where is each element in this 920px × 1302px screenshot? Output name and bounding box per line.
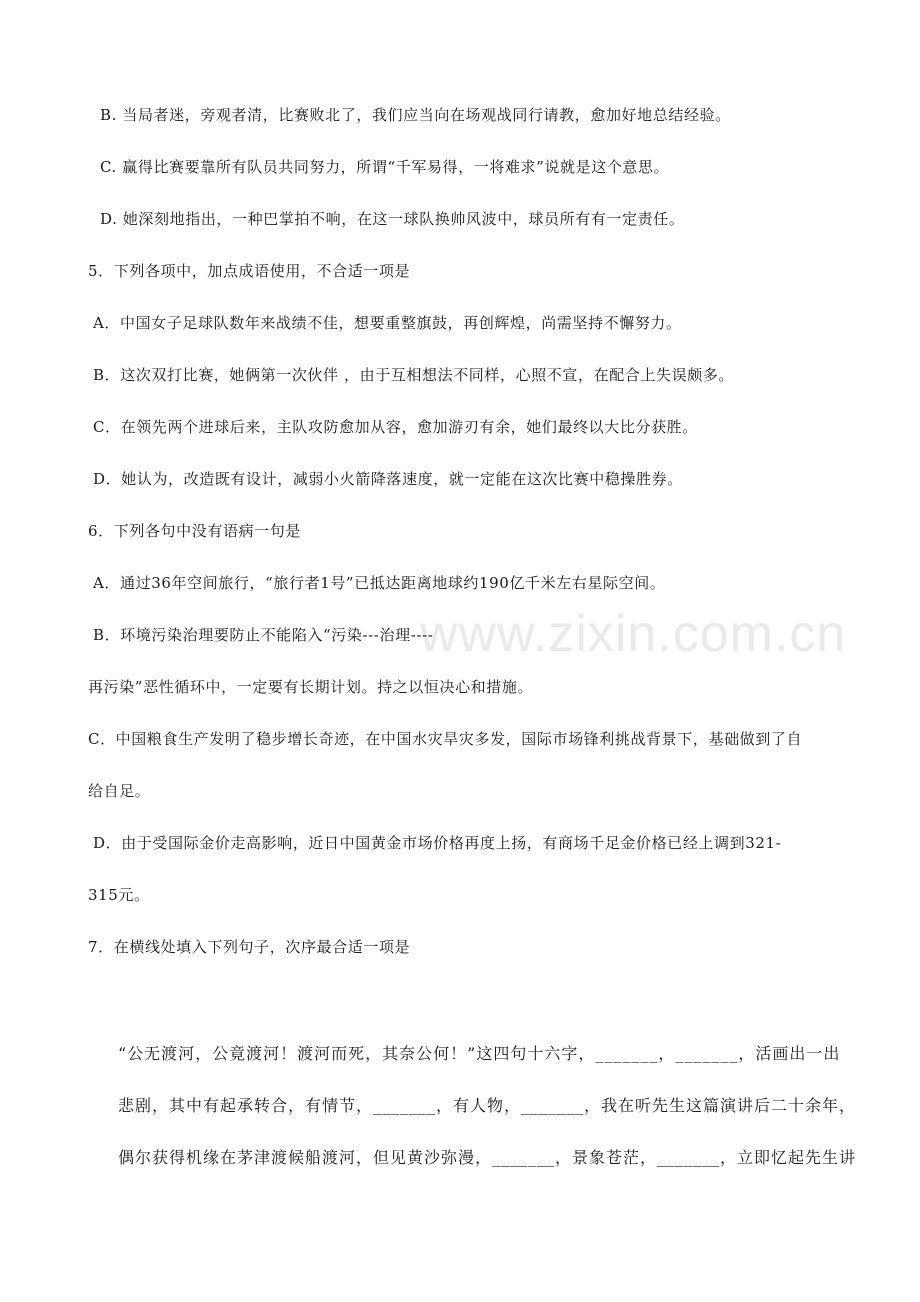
q5-option-b: B．这次双打比赛，她俩第一次伙伴 ，由于互相想法不同样，心照不宣，在配合上失误颇多。 [93, 366, 734, 384]
q6-option-c-line2: 给自足。 [88, 782, 151, 800]
q5-option-a: A．中国女子足球队数年来战绩不佳，想要重整旗鼓，再创辉煌，尚需坚持不懈努力。 [93, 314, 682, 332]
q5-title: 5．下列各项中，加点成语使用，不合适一项是 [88, 262, 411, 280]
q7-passage-line1: “公无渡河，公竟渡河！渡河而死，其奈公何！”这四句十六字，_______，_______，活画出一出 [118, 1044, 841, 1063]
watermark: www.zixin.com.cn [420, 605, 847, 663]
q6-option-c-line1: C．中国粮食生产发明了稳步增长奇迹，在中国水灾旱灾多发，国际市场锋利挑战背景下，基础做到了自 [88, 730, 803, 748]
q5-option-c: C．在领先两个进球后来，主队攻防愈加从容，愈加游刃有余，她们最终以大比分获胜。 [93, 418, 698, 436]
q4-option-b: B. 当局者迷，旁观者清，比赛败北了，我们应当向在场观战同行请教，愈加好地总结经验。 [100, 106, 731, 124]
q5-option-d: D．她认为，改造既有设计，减弱小火箭降落速度，就一定能在这次比赛中稳操胜券。 [93, 470, 683, 488]
q6-option-b-line2: 再污染”恶性循环中，一定要有长期计划。持之以恒决心和措施。 [88, 678, 534, 696]
q7-passage-line2: 悲剧，其中有起承转合，有情节，_______，有人物，_______，我在听先生这篇演讲后二十余年， [118, 1096, 857, 1115]
q6-title: 6．下列各句中没有语病一句是 [88, 522, 301, 540]
q6-option-a: A．通过36年空间旅行，“旅行者1号”已抵达距离地球约190亿千米左右星际空间。 [93, 574, 666, 592]
q4-option-c: C. 赢得比赛要靠所有队员共同努力，所谓“千军易得，一将难求”说就是这个意思。 [100, 158, 670, 176]
q7-title: 7．在横线处填入下列句子，次序最合适一项是 [88, 938, 411, 956]
q4-option-d: D. 她深刻地指出，一种巴掌拍不响，在这一球队换帅风波中，球员所有有一定责任。 [100, 210, 685, 228]
q6-option-b-line1: B．环境污染治理要防止不能陷入“污染---治理---- [93, 626, 434, 644]
q7-passage-line3: 偶尔获得机缘在茅津渡候船渡河，但见黄沙弥漫，_______，景象苍茫，_______，立即忆起先生讲 [118, 1148, 857, 1167]
q6-option-d-line2: 315元。 [88, 886, 150, 904]
q6-option-d-line1: D．由于受国际金价走高影响，近日中国黄金市场价格再度上扬，有商场千足金价格已经上调到321- [93, 834, 782, 852]
